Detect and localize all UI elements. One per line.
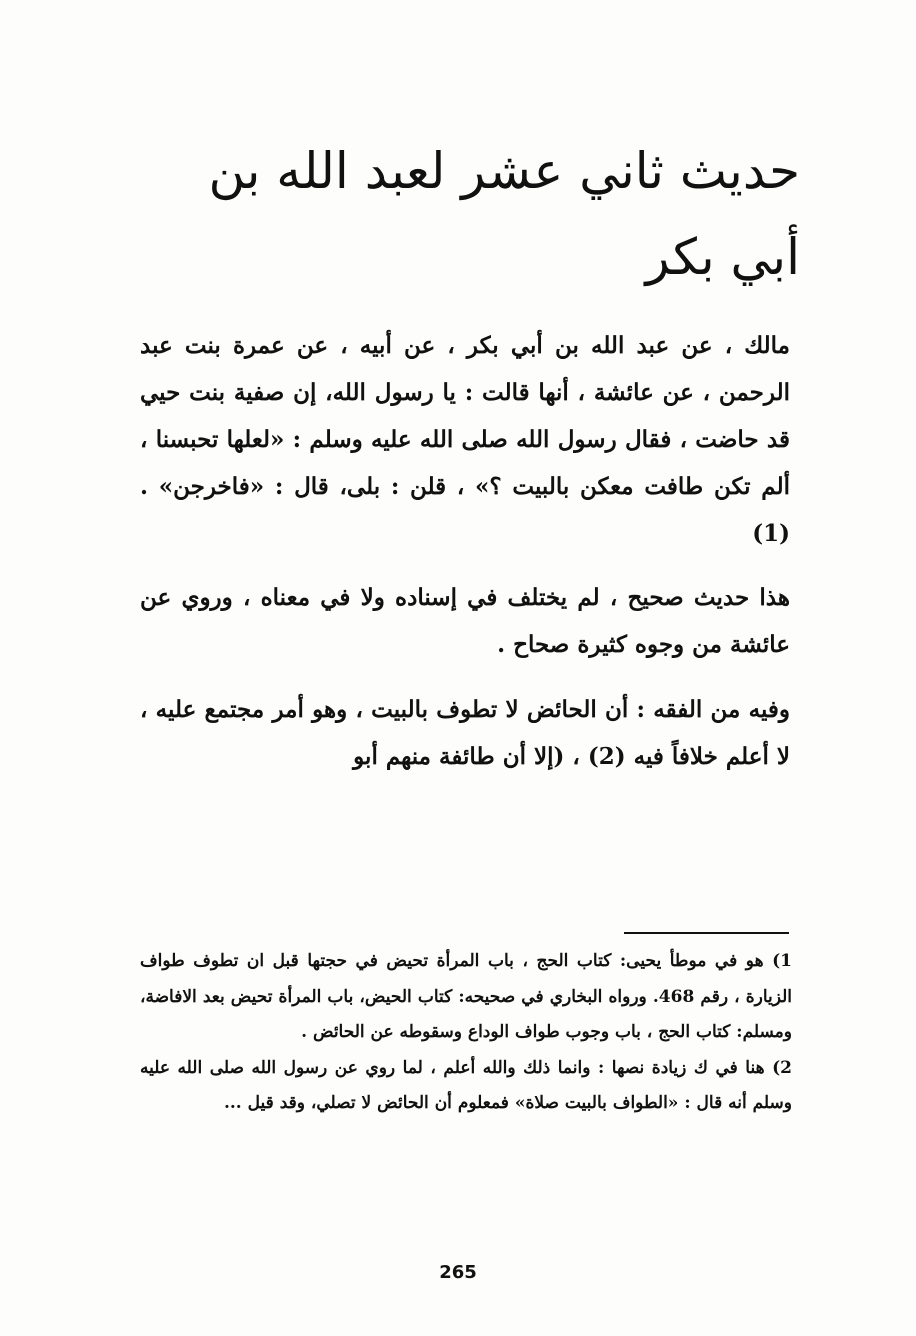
footnote-1: 1) هو في موطأ يحيى: كتاب الحج ، باب المرأة تحيض في حجتها قبل ان تطوف طواف الزيارة ، رقم 468. ورواه البخاري في صحيحه: كتاب الحيض، باب المرأة تحيض بعد الافاضة، ومسلم: كتاب الحج ، باب وجوب طواف الوداع وسقوطه عن الحائض .	[140, 951, 793, 1042]
footnotes	[140, 944, 792, 1122]
footnote-separator	[624, 932, 789, 934]
page-number: 265	[439, 1262, 477, 1283]
chapter-heading: حديث ثاني عشر لعبد الله بن أبي بكر	[208, 142, 800, 286]
footnote-2: 2) هنا في ك زيادة نصها : وانما ذلك والله أعلم ، لما روي عن رسول الله صلى الله عليه وسلم أنه قال : «الطواف بالبيت صلاة» فمعلوم أن الحائض لا تصلي، وقد قيل ...	[140, 1057, 792, 1113]
hadith-text: مالك ، عن عبد الله بن أبي بكر ، عن أبيه ، عن عمرة بنت عبد الرحمن ، عن عائشة ، أنها قالت : يا رسول الله، إن صفية بنت حيي قد حاضت ، فقال رسول الله صلى الله عليه وسلم : «لعلها تحبسنا ، ألم تكن طافت معكن بالبيت ؟» ، قلن : بلى، قال : «فاخرجن» . (1)	[140, 332, 790, 547]
commentary-paragraph: هذا حديث صحيح ، لم يختلف في إسناده ولا في معناه ، وروي عن عائشة من وجوه كثيرة صحاح .	[140, 584, 790, 658]
fiqh-paragraph: وفيه من الفقه : أن الحائض لا تطوف بالبيت ، وهو أمر مجتمع عليه ، لا أعلم خلافاً فيه (2) ، (إلا أن طائفة منهم أبو	[140, 696, 790, 770]
